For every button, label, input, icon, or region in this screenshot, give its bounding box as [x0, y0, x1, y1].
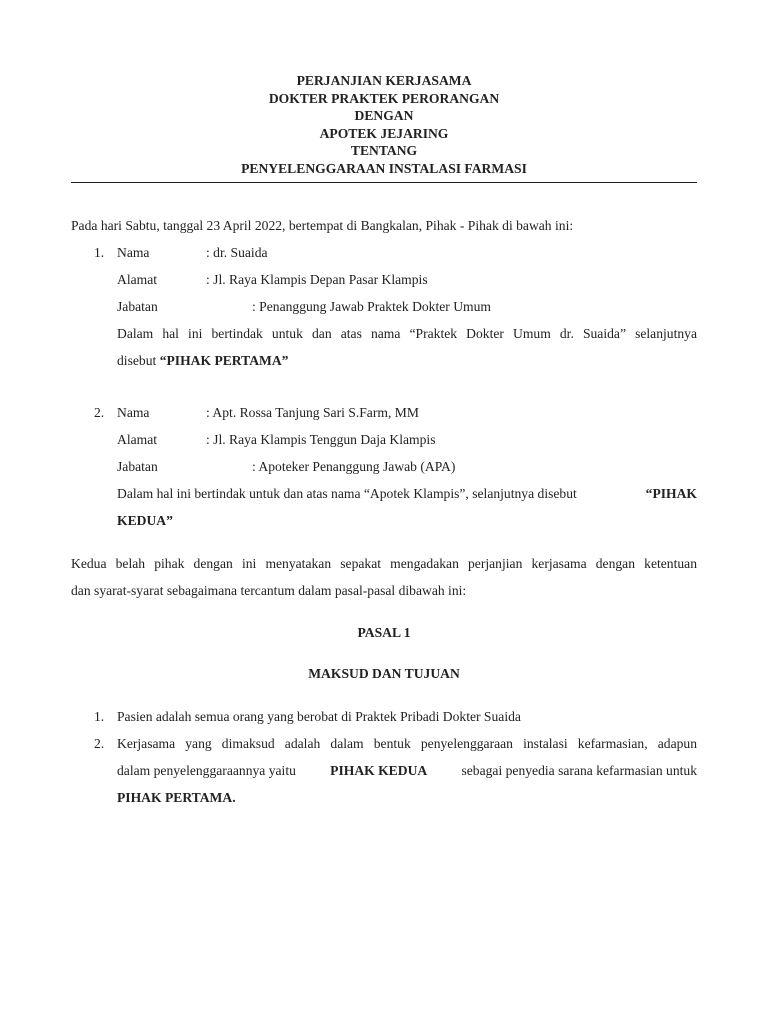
- position-value: : Apoteker Penanggung Jawab (APA): [252, 459, 456, 474]
- name-value: : Apt. Rossa Tanjung Sari S.Farm, MM: [206, 405, 419, 420]
- position-label: Jabatan: [117, 459, 158, 474]
- address-value: : Jl. Raya Klampis Depan Pasar Klampis: [206, 272, 428, 287]
- party-designation: [117, 352, 288, 370]
- party-reference: PIHAK KEDUA: [330, 763, 428, 778]
- party-description: [117, 485, 697, 503]
- article-item-text: Kerjasama yang dimaksud adalah dalam bentuk penyelenggaraan instalasi kefarmasian, adapun: [117, 736, 697, 751]
- party-designation: [117, 512, 173, 530]
- name-label: Nama: [117, 405, 150, 420]
- agreement-paragraph-line: dan syarat-syarat sebagaimana tercantum dalam pasal-pasal dibawah ini:: [71, 583, 467, 598]
- list-number: 2.: [94, 405, 105, 420]
- article-item-text: Pasien adalah semua orang yang berobat di Praktek Pribadi Dokter Suaida: [117, 709, 521, 724]
- position-value: : Penanggung Jawab Praktek Dokter Umum: [252, 299, 491, 314]
- name-label: Nama: [117, 245, 150, 260]
- text-segment: dalam penyelenggaraannya yaitu: [117, 763, 296, 778]
- intro-paragraph: Pada hari Sabtu, tanggal 23 April 2022, bertempat di Bangkalan, Pihak - Pihak di bawah ini:: [71, 218, 574, 233]
- list-number: 1.: [94, 245, 105, 260]
- description-text: Dalam hal ini bertindak untuk dan atas nama “Apotek Klampis”, selanjutnya disebut: [117, 486, 577, 501]
- list-number: 1.: [94, 709, 105, 724]
- title-line: APOTEK JEJARING: [319, 125, 449, 141]
- designation-label-part2: KEDUA”: [117, 513, 173, 528]
- party-description: Dalam hal ini bertindak untuk dan atas nama “Praktek Dokter Umum dr. Suaida” selanjutnya: [117, 326, 697, 341]
- document-title: [71, 72, 697, 178]
- address-label: Alamat: [117, 432, 158, 447]
- article-heading: PASAL 1: [357, 625, 411, 640]
- title-line: DENGAN: [354, 108, 414, 124]
- designation-label-part1: “PIHAK: [645, 486, 697, 501]
- title-line: TENTANG: [350, 143, 418, 159]
- title-line: DOKTER PRAKTEK PERORANGAN: [268, 90, 500, 106]
- designation-label: “PIHAK PERTAMA”: [159, 353, 289, 368]
- position-label: Jabatan: [117, 299, 158, 314]
- address-label: Alamat: [117, 272, 158, 287]
- article-subheading: MAKSUD DAN TUJUAN: [308, 666, 460, 681]
- address-value: : Jl. Raya Klampis Tenggun Daja Klampis: [206, 432, 436, 447]
- title-line: PENYELENGGARAAN INSTALASI FARMASI: [241, 160, 527, 176]
- party-reference: PIHAK PERTAMA.: [117, 790, 236, 805]
- title-line: PERJANJIAN KERJASAMA: [296, 73, 472, 88]
- agreement-paragraph-line: Kedua belah pihak dengan ini menyatakan sepakat mengadakan perjanjian kerjasama dengan ketentuan: [71, 556, 697, 571]
- article-item-text: [117, 789, 236, 807]
- title-divider: [71, 182, 697, 183]
- name-value: : dr. Suaida: [206, 245, 268, 260]
- text-segment: sebagai penyedia sarana kefarmasian untuk: [461, 763, 697, 778]
- article-item-text: [117, 762, 697, 780]
- designation-prefix: disebut: [117, 353, 157, 368]
- list-number: 2.: [94, 736, 105, 751]
